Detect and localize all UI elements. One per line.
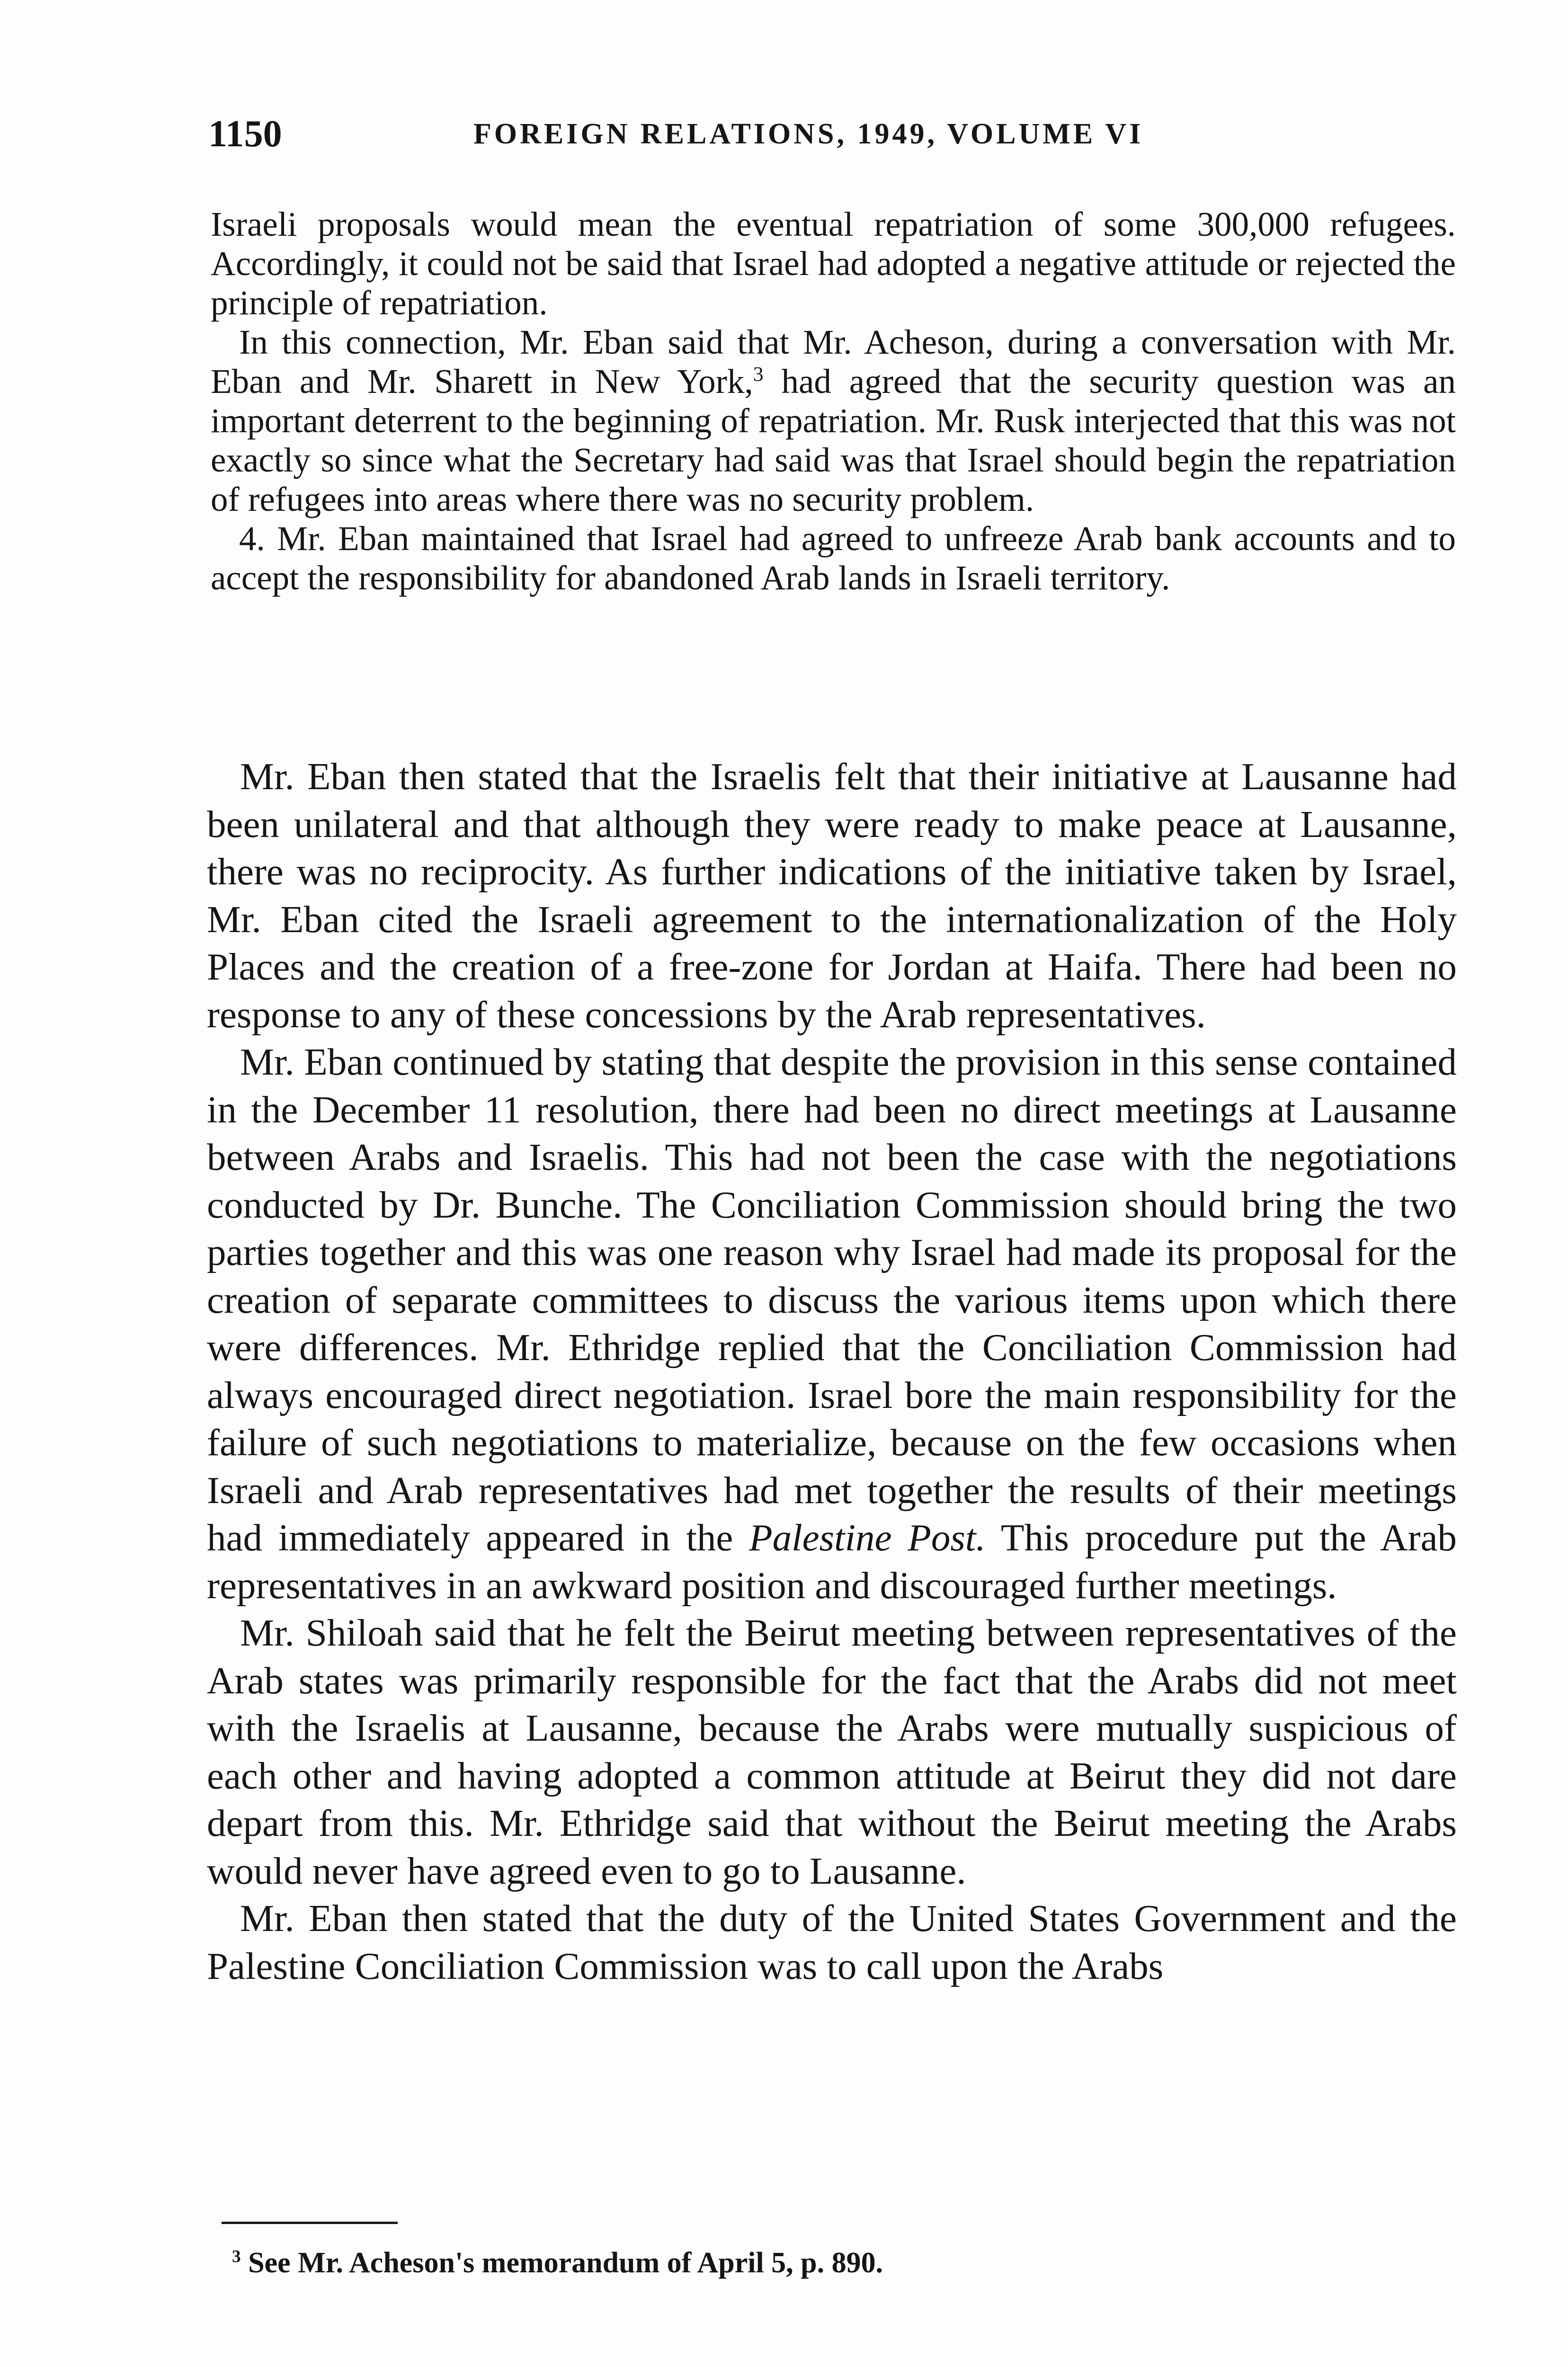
publication-title: Palestine Post. [749,1516,986,1559]
small-text-block [211,205,1456,597]
paragraph-shiloah-beirut: Mr. Shiloah said that he felt the Beirut meeting between representatives of the Arab states was primarily responsible for the fact that the Arabs did not meet with the Israelis at Lausanne, because the Arabs were mutually suspicious of each other and having adopted a common attitude at Beirut they did not dare depart from this. Mr. Ethridge said that without the Beirut meeting the Arabs would never have agreed even to go to Lausanne. [207,1611,1457,1892]
paragraph-eban-duty: Mr. Eban then stated that the duty of the United States Government and the Palestine Conciliation Commission was to call upon the Arabs [207,1897,1457,1987]
paragraph-acheson-conversation [211,322,1456,519]
paragraph-acheson-part2: had agreed that the security question was an important deterrent to the beginning of repatriation. Mr. Rusk interjected that this was not exactly so since what the Secretary had said was that Israel should begin the repatriation of refugees into areas where there was no security problem. [211,362,1456,518]
page-header [208,108,1453,160]
paragraph-eban-direct-meetings [207,1038,1457,1609]
paragraph-eban-initiative: Mr. Eban then stated that the Israelis felt that their initiative at Lausanne had been unilateral and that although they were ready to make peace at Lausanne, there was no reciprocity. As further indications of the initiative taken by Israel, Mr. Eban cited the Israeli agreement to the internationalization of the Holy Places and the creation of a free-zone for Jordan at Haifa. There had been no response to any of these concessions by the Arab representatives. [207,755,1457,1036]
footnote-divider [222,2222,398,2224]
footnote [232,2244,883,2282]
paragraph-continuation: Israeli proposals would mean the eventual repatriation of some 300,000 refugees. Accordingly, it could not be said that Israel had adopted a negative attitude or rejected the principle of repatriation. [211,205,1456,322]
running-head: FOREIGN RELATIONS, 1949, VOLUME VI [473,118,1144,150]
footnote-reference: 3 [753,363,764,386]
paragraph-point-4: 4. Mr. Eban maintained that Israel had agreed to unfreeze Arab bank accounts and to accept the responsibility for abandoned Arab lands in Israeli territory. [211,519,1456,597]
footnote-text: See Mr. Acheson's memorandum of April 5, p. 890. [248,2247,883,2279]
paragraph-direct-meetings-end: This procedure put the Arab representatives in an awkward position and discouraged further meetings. [207,1516,1457,1607]
paragraph-acheson-part1: In this connection, Mr. Eban said that Mr. Acheson, during a conversation with Mr. Eban and Mr. Sharett in New York, [211,323,1456,400]
paragraph-direct-meetings-text: Mr. Eban continued by stating that despite the provision in this sense contained in the December 11 resolution, there had been no direct meetings at Lausanne between Arabs and Israelis. This had not been the case with the negotiations conducted by Dr. Bunche. The Conciliation Commission should bring the two parties together and this was one reason why Israel had made its proposal for the creation of separate committees to discuss the various items upon which there were differences. Mr. Ethridge replied that the Conciliation Commission had always encouraged direct negotiation. Israel bore the main responsibility for the failure of such negotiations to materialize, because on the few occasions when Israeli and Arab representatives had met together the results of their meetings had immediately appeared in the [207,1041,1457,1559]
main-text-block [207,753,1457,1990]
page-number: 1150 [208,113,282,155]
footnote-marker: 3 [232,2247,241,2267]
